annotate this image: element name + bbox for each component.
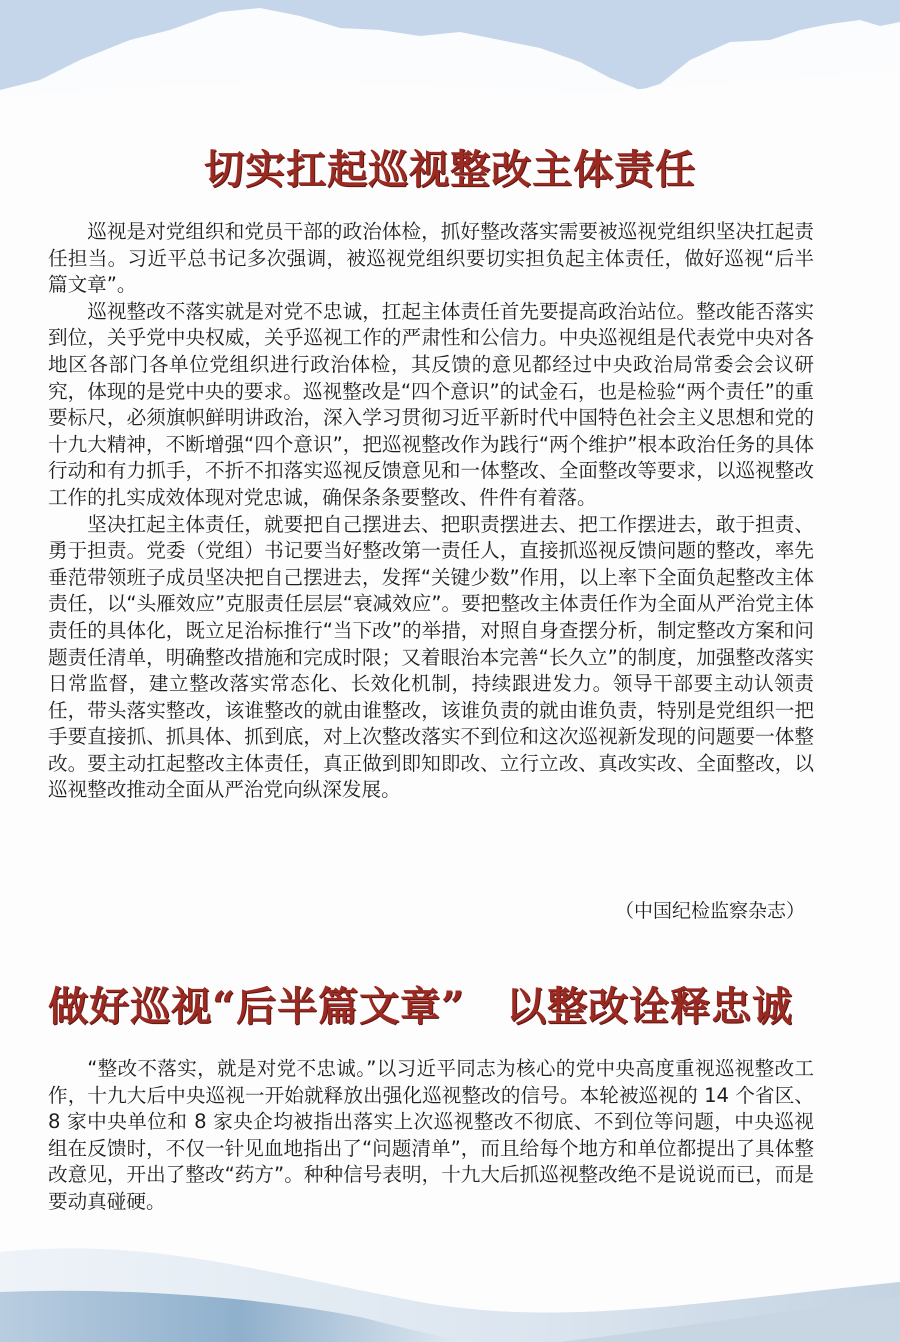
mountain-silhouette-icon xyxy=(0,0,900,110)
article-1-title: 切实扛起巡视整改主体责任 xyxy=(204,146,696,193)
article-2-title: 做好巡视“后半篇文章” 以整改诠释忠诚 xyxy=(48,983,794,1030)
sky-mountain-banner xyxy=(0,0,900,110)
article-1-paragraph: 巡视整改不落实就是对党不忠诚，扛起主体责任首先要提高政治站位。整改能否落实到位，关乎党中央权威，关乎巡视工作的严肃性和公信力。中央巡视组是代表党中央对各地区各部门各单位党组织进行政治体检，其反馈的意见都经过中央政治局常委会会议研究，体现的是党中央的要求。巡视整改是“四个意识”的试金石，也是检验“两个责任”的重要标尺，必须旗帜鲜明讲政治，深入学习贯彻习近平新时代中国特色社会主义思想和党的十九大精神，不断增强“四个意识”，把巡视整改作为践行“两个维护”根本政治任务的具体行动和有力抓手，不折不扣落实巡视反馈意见和一体整改、全面整改等要求，以巡视整改工作的扎实成效体现对党忠诚，确保条条要整改、件件有着落。 xyxy=(48,299,814,509)
wave-decoration-icon xyxy=(0,1242,900,1342)
article-1-body xyxy=(48,219,814,804)
article-2-paragraph: “整改不落实，就是对党不忠诚。”以习近平同志为核心的党中央高度重视巡视整改工作，十九大后中央巡视一开始就释放出强化巡视整改的信号。本轮被巡视的 14 个省区、8 家中央单位和 8 家央企均被指出落实上次巡视整改不彻底、不到位等问题，中央巡视组在反馈时，不仅一针见血地指出了“问题清单”，而且给每个地方和单位都提出了具体整改意见，开出了整改“药方”。种种信号表明，十九大后抓巡视整改绝不是说说而已，而是要动真碰硬。 xyxy=(48,1057,814,1213)
article-1-paragraph: 坚决扛起主体责任，就要把自己摆进去、把职责摆进去、把工作摆进去，敢于担责、勇于担责。党委（党组）书记要当好整改第一责任人，直接抓巡视反馈问题的整改，率先垂范带领班子成员坚决把自己摆进去，发挥“关键少数”作用，以上率下全面负起整改主体责任，以“头雁效应”克服责任层层“衰减效应”。要把整改主体责任作为全面从严治党主体责任的具体化，既立足治标推行“当下改”的举措，对照自身查摆分析，制定整改方案和问题责任清单，明确整改措施和完成时限；又着眼治本完善“长久立”的制度，加强整改落实日常监督，建立整改落实常态化、长效化机制，持续跟进发力。领导干部要主动认领责任，带头落实整改，该谁整改的就由谁整改，该谁负责的就由谁负责，特别是党组织一把手要直接抓、抓具体、抓到底，对上次整改落实不到位和这次巡视新发现的问题要一体整改。要主动扛起整改主体责任，真正做到即知即改、立行立改、真改实改、全面整改，以巡视整改推动全面从严治党向纵深发展。 xyxy=(48,512,814,802)
article-1-source: （中国纪检监察杂志） xyxy=(614,900,805,922)
article-1-paragraph: 巡视是对党组织和党员干部的政治体检，抓好整改落实需要被巡视党组织坚决扛起责任担当。习近平总书记多次强调，被巡视党组织要切实担负起主体责任，做好巡视“后半篇文章”。 xyxy=(48,220,814,297)
article-2-body xyxy=(48,1056,814,1216)
